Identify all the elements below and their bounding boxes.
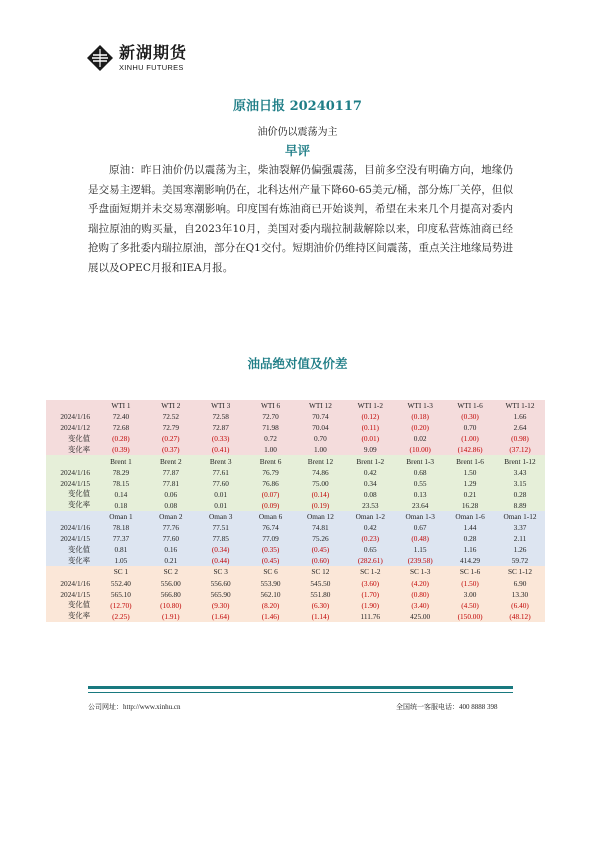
table-row (46, 533, 545, 544)
table-cell: 0.01 (196, 489, 246, 500)
table-cell: (0.48) (395, 533, 445, 544)
row-label: 变化值 (46, 489, 96, 500)
table-cell: 72.52 (146, 411, 196, 422)
table-cell: (0.01) (345, 433, 395, 444)
table-cell: (0.19) (296, 500, 346, 511)
table-cell: 0.70 (296, 433, 346, 444)
table-row (46, 600, 545, 611)
table-cell: 0.42 (345, 522, 395, 533)
table-cell: (0.80) (395, 589, 445, 600)
table-cell: 77.60 (196, 478, 246, 489)
table-cell: 70.04 (296, 422, 346, 433)
table-cell: (0.45) (296, 544, 346, 555)
table-cell: 562.10 (246, 589, 296, 600)
table-cell: (0.28) (96, 433, 146, 444)
table-row (46, 478, 545, 489)
table-cell: 3.37 (495, 522, 545, 533)
table-cell: (3.40) (395, 600, 445, 611)
table-cell: 0.70 (445, 422, 495, 433)
logo-en-text: XINHU FUTURES (119, 62, 184, 72)
row-label: 变化值 (46, 600, 96, 611)
logo-icon (86, 44, 114, 72)
table-cell: 1.50 (445, 467, 495, 478)
price-table (46, 400, 545, 622)
table-cell: 0.67 (395, 522, 445, 533)
table-cell: 23.53 (345, 500, 395, 511)
table-cell: 0.21 (146, 555, 196, 566)
row-label: 变化值 (46, 544, 96, 555)
table-cell: 1.15 (395, 544, 445, 555)
table-cell: (0.39) (96, 444, 146, 455)
table-header-row (46, 455, 545, 466)
table-cell: 70.74 (296, 411, 346, 422)
table-cell: (10.80) (146, 600, 196, 611)
table-header-cell: Oman 6 (246, 511, 296, 522)
customer-hotline: 全国统一客服电话：400 8888 398 (396, 703, 498, 711)
table-cell: 8.89 (495, 500, 545, 511)
company-logo (86, 44, 187, 72)
table-cell: (0.20) (395, 422, 445, 433)
table-header-cell: Brent 6 (246, 455, 296, 466)
table-header-cell: WTI 2 (146, 400, 196, 411)
table-header-cell: Oman 1-6 (445, 511, 495, 522)
table-cell: (0.30) (445, 411, 495, 422)
table-cell: 0.34 (345, 478, 395, 489)
table-cell: 565.10 (96, 589, 146, 600)
table-cell: (0.34) (196, 544, 246, 555)
table-cell: (12.70) (96, 600, 146, 611)
table-cell: (150.00) (445, 611, 495, 622)
table-cell: (0.37) (146, 444, 196, 455)
table-header-cell: SC 3 (196, 566, 246, 577)
table-cell: 0.08 (345, 489, 395, 500)
table-cell: 72.58 (196, 411, 246, 422)
footer-rule-thin (88, 692, 513, 693)
table-header-cell: WTI 1-3 (395, 400, 445, 411)
table-header-cell: WTI 1-12 (495, 400, 545, 411)
table-header-cell: SC 1-3 (395, 566, 445, 577)
table-header-row (46, 566, 545, 577)
table-cell: 0.42 (345, 467, 395, 478)
table-cell: 1.29 (445, 478, 495, 489)
table-row (46, 422, 545, 433)
table-row (46, 411, 545, 422)
table-cell: 1.66 (495, 411, 545, 422)
table-cell: 3.43 (495, 467, 545, 478)
table-cell: 78.18 (96, 522, 146, 533)
table-cell: 552.40 (96, 578, 146, 589)
table-cell: 72.70 (246, 411, 296, 422)
table-cell: 0.68 (395, 467, 445, 478)
table-row (46, 578, 545, 589)
table-cell: (2.25) (96, 611, 146, 622)
table-cell: (1.64) (196, 611, 246, 622)
table-cell: (9.30) (196, 600, 246, 611)
table-header-cell: Oman 1-2 (345, 511, 395, 522)
table-cell: (1.00) (445, 433, 495, 444)
row-label: 2024/1/16 (46, 578, 96, 589)
table-header-cell (46, 400, 96, 411)
table-cell: 77.81 (146, 478, 196, 489)
table-cell: (0.35) (246, 544, 296, 555)
table-cell: 3.15 (495, 478, 545, 489)
table-cell: 0.72 (246, 433, 296, 444)
table-cell: (48.12) (495, 611, 545, 622)
table-header-cell (46, 566, 96, 577)
table-cell: (0.09) (246, 500, 296, 511)
table-cell: 0.06 (146, 489, 196, 500)
table-cell: 76.74 (246, 522, 296, 533)
table-cell: 0.08 (146, 500, 196, 511)
table-header-cell: WTI 3 (196, 400, 246, 411)
row-label: 2024/1/15 (46, 533, 96, 544)
table-header-cell (46, 511, 96, 522)
table-cell: (10.00) (395, 444, 445, 455)
table-cell: 0.01 (196, 500, 246, 511)
table-cell: 1.44 (445, 522, 495, 533)
table-cell: 77.09 (246, 533, 296, 544)
table-cell: 75.26 (296, 533, 346, 544)
table-cell: 72.87 (196, 422, 246, 433)
table-cell: 78.15 (96, 478, 146, 489)
table-row (46, 444, 545, 455)
table-cell: (0.11) (345, 422, 395, 433)
table-header-cell: WTI 1-6 (445, 400, 495, 411)
table-cell: (6.30) (296, 600, 346, 611)
table-header-cell: Brent 3 (196, 455, 246, 466)
table-cell: 1.16 (445, 544, 495, 555)
table-cell: 2.11 (495, 533, 545, 544)
table-cell: (1.14) (296, 611, 346, 622)
table-cell: (0.14) (296, 489, 346, 500)
table-cell: 74.81 (296, 522, 346, 533)
table-row (46, 544, 545, 555)
table-row (46, 500, 545, 511)
table-header-cell: SC 1 (96, 566, 146, 577)
company-website: 公司网址：http://www.xinhu.cn (88, 703, 181, 711)
table-row (46, 555, 545, 566)
table-header-cell: SC 1-12 (495, 566, 545, 577)
table-cell: 23.64 (395, 500, 445, 511)
table-row (46, 522, 545, 533)
footer-rule-thick (88, 686, 513, 689)
morning-review-heading: 早评 (284, 143, 310, 158)
table-header-cell: Brent 2 (146, 455, 196, 466)
table-cell: (1.46) (246, 611, 296, 622)
table-cell: 13.30 (495, 589, 545, 600)
table-cell: 0.28 (445, 533, 495, 544)
table-header-cell: Oman 2 (146, 511, 196, 522)
table-cell: (0.98) (495, 433, 545, 444)
table-cell: (0.45) (246, 555, 296, 566)
table-cell: (1.91) (146, 611, 196, 622)
table-cell: 76.86 (246, 478, 296, 489)
table-cell: 0.16 (146, 544, 196, 555)
table-cell: (0.44) (196, 555, 246, 566)
table-row (46, 489, 545, 500)
table-header-cell: WTI 1 (96, 400, 146, 411)
table-header-cell: Brent 1-6 (445, 455, 495, 466)
table-cell: (282.61) (345, 555, 395, 566)
table-cell: (6.40) (495, 600, 545, 611)
table-cell: (0.23) (345, 533, 395, 544)
table-cell: 551.80 (296, 589, 346, 600)
table-cell: 59.72 (495, 555, 545, 566)
table-header-cell: WTI 6 (246, 400, 296, 411)
table-header-row (46, 511, 545, 522)
table-header-cell: SC 1-6 (445, 566, 495, 577)
table-cell: 72.79 (146, 422, 196, 433)
table-cell: 77.87 (146, 467, 196, 478)
table-header-cell: WTI 12 (296, 400, 346, 411)
table-cell: 77.85 (196, 533, 246, 544)
table-cell: 72.40 (96, 411, 146, 422)
table-cell: (0.18) (395, 411, 445, 422)
table-cell: (0.12) (345, 411, 395, 422)
table-cell: 75.00 (296, 478, 346, 489)
table-cell: 0.81 (96, 544, 146, 555)
morning-review-body: 原油：昨日油价仍以震荡为主，柴油裂解仍偏强震荡，目前多空没有明确方向，地缘仍是交易主逻辑。美国寒潮影响仍在，北科达州产量下降60-65美元/桶，部分炼厂关停，但似乎盘面短期并未交易寒潮影响。印度国有炼油商已开始谈判，希望在未来几个月提高对委内瑞拉原油的购买量，自2023年10月，美国对委内瑞拉制裁解除以来，印度私营炼油商已经抢购了多批委内瑞拉原油，部分在Q1交付。短期油价仍维持区间震荡，重点关注地缘局势进展以及OPEC月报和IEA月报。 (88, 164, 513, 274)
table-cell: 414.29 (445, 555, 495, 566)
table-cell: (0.27) (146, 433, 196, 444)
table-cell: (0.60) (296, 555, 346, 566)
table-row (46, 467, 545, 478)
table-header-cell: Brent 12 (296, 455, 346, 466)
table-header-cell: WTI 1-2 (345, 400, 395, 411)
table-cell: 77.60 (146, 533, 196, 544)
table-cell: 77.51 (196, 522, 246, 533)
table-header-cell: Oman 1-3 (395, 511, 445, 522)
table-row (46, 433, 545, 444)
table-cell: 3.00 (445, 589, 495, 600)
table-cell: 0.55 (395, 478, 445, 489)
table-header-cell: SC 1-2 (345, 566, 395, 577)
table-cell: 77.37 (96, 533, 146, 544)
report-title: 原油日报 20240117 (233, 99, 362, 114)
row-label: 2024/1/16 (46, 467, 96, 478)
table-cell: 76.79 (246, 467, 296, 478)
table-cell: 553.90 (246, 578, 296, 589)
row-label: 2024/1/15 (46, 589, 96, 600)
table-header-cell: SC 12 (296, 566, 346, 577)
table-cell: 556.60 (196, 578, 246, 589)
table-cell: 0.21 (445, 489, 495, 500)
table-header-cell: SC 2 (146, 566, 196, 577)
table-cell: (8.20) (246, 600, 296, 611)
table-cell: 0.65 (345, 544, 395, 555)
table-cell: 6.90 (495, 578, 545, 589)
table-cell: 556.00 (146, 578, 196, 589)
table-cell: (142.86) (445, 444, 495, 455)
table-cell: 16.28 (445, 500, 495, 511)
table-cell: (3.60) (345, 578, 395, 589)
table-cell: 0.13 (395, 489, 445, 500)
report-subtitle: 油价仍以震荡为主 (257, 127, 338, 138)
table-cell: (4.20) (395, 578, 445, 589)
table-cell: 74.86 (296, 467, 346, 478)
table-cell: (1.50) (445, 578, 495, 589)
table-cell: 425.00 (395, 611, 445, 622)
row-label: 变化率 (46, 611, 96, 622)
table-cell: 1.00 (296, 444, 346, 455)
table-cell: 1.00 (246, 444, 296, 455)
table-cell: 0.28 (495, 489, 545, 500)
table-cell: 71.98 (246, 422, 296, 433)
table-header-cell: Oman 1 (96, 511, 146, 522)
table-cell: (0.33) (196, 433, 246, 444)
table-header-cell: Oman 1-12 (495, 511, 545, 522)
table-header-row (46, 400, 545, 411)
table-cell: 2.64 (495, 422, 545, 433)
table-cell: 566.80 (146, 589, 196, 600)
price-table-heading: 油品绝对值及价差 (247, 356, 348, 371)
row-label: 变化值 (46, 433, 96, 444)
table-header-cell: Oman 12 (296, 511, 346, 522)
row-label: 变化率 (46, 500, 96, 511)
table-cell: 78.29 (96, 467, 146, 478)
table-cell: (0.07) (246, 489, 296, 500)
table-cell: 1.26 (495, 544, 545, 555)
table-cell: 0.02 (395, 433, 445, 444)
table-cell: 565.90 (196, 589, 246, 600)
table-cell: (239.58) (395, 555, 445, 566)
table-cell: 111.76 (345, 611, 395, 622)
row-label: 2024/1/12 (46, 422, 96, 433)
table-cell: 0.14 (96, 489, 146, 500)
table-header-cell: Brent 1-3 (395, 455, 445, 466)
table-cell: 77.61 (196, 467, 246, 478)
table-header-cell: Brent 1 (96, 455, 146, 466)
table-header-cell: Oman 3 (196, 511, 246, 522)
table-cell: (1.90) (345, 600, 395, 611)
table-cell: 72.68 (96, 422, 146, 433)
table-cell: (0.41) (196, 444, 246, 455)
table-header-cell: Brent 1-2 (345, 455, 395, 466)
table-cell: (1.70) (345, 589, 395, 600)
table-row (46, 611, 545, 622)
table-cell: 77.76 (146, 522, 196, 533)
logo-cn-text: 新湖期货 (119, 42, 188, 62)
table-cell: 9.09 (345, 444, 395, 455)
row-label: 2024/1/15 (46, 478, 96, 489)
row-label: 变化率 (46, 444, 96, 455)
table-cell: (4.50) (445, 600, 495, 611)
row-label: 2024/1/16 (46, 522, 96, 533)
table-row (46, 589, 545, 600)
table-header-cell: Brent 1-12 (495, 455, 545, 466)
row-label: 变化率 (46, 555, 96, 566)
table-cell: 0.18 (96, 500, 146, 511)
table-cell: 1.05 (96, 555, 146, 566)
row-label: 2024/1/16 (46, 411, 96, 422)
table-cell: 545.50 (296, 578, 346, 589)
table-header-cell (46, 455, 96, 466)
table-cell: (37.12) (495, 444, 545, 455)
table-header-cell: SC 6 (246, 566, 296, 577)
